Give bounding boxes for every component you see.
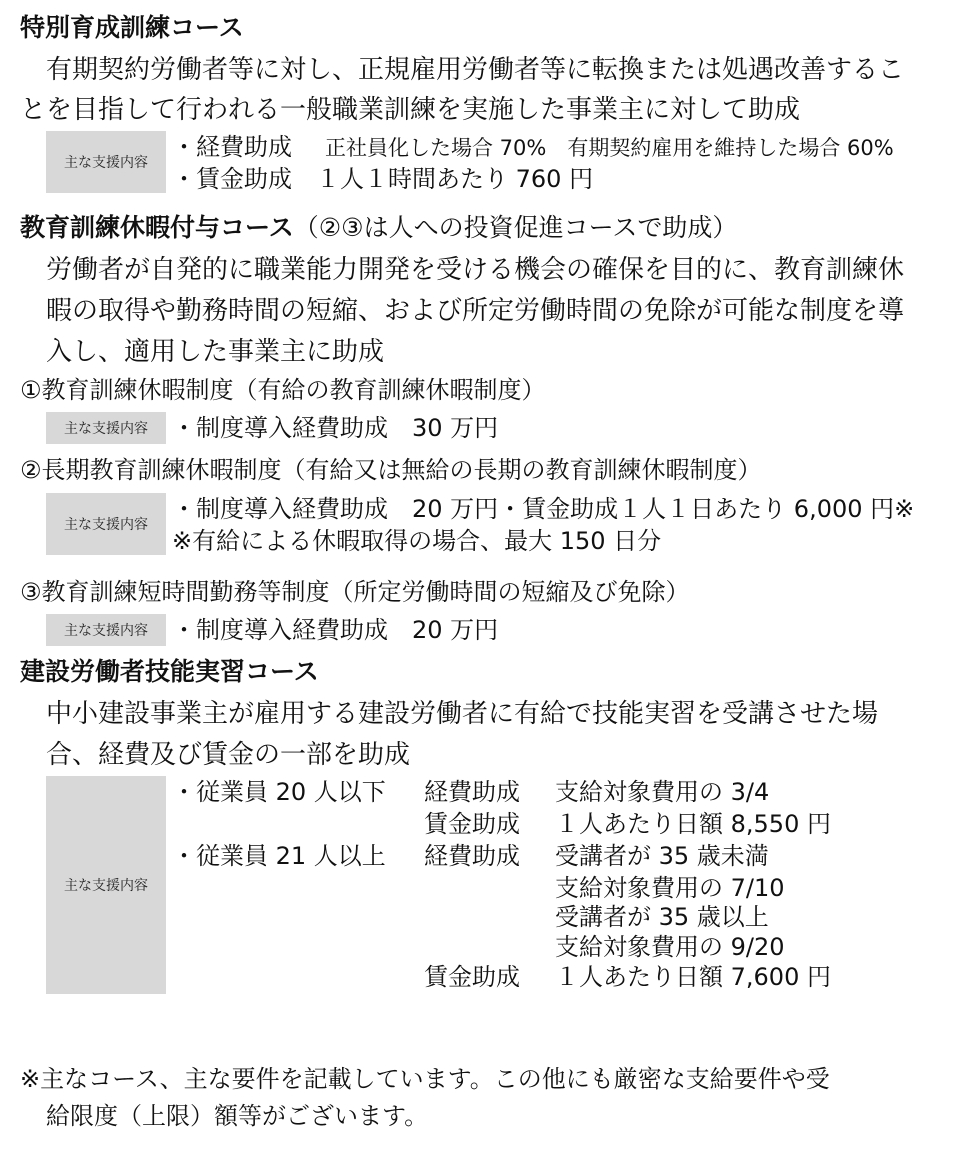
footnote-line: 給限度（上限）額等がございます。 bbox=[46, 1102, 429, 1130]
section-desc-line: 入し、適用した事業主に助成 bbox=[46, 337, 385, 367]
employee-group-label: ・従業員 20 人以下 bbox=[172, 778, 386, 806]
support-content-tag: 主な支援内容 bbox=[46, 493, 166, 555]
support-line: ・経費助成 bbox=[172, 133, 292, 161]
section-title-text: 教育訓練休暇付与コース bbox=[20, 213, 294, 242]
subsidy-condition: 受講者が 35 歳以上 bbox=[555, 903, 769, 931]
section-desc-line: 暇の取得や勤務時間の短縮、および所定労働時間の免除が可能な制度を導 bbox=[46, 296, 905, 326]
section-title-construction-training: 建設労働者技能実習コース bbox=[20, 657, 319, 686]
subsidy-value: 支給対象費用の 7/10 bbox=[555, 874, 785, 902]
section-subtitle: （②③は人への投資促進コースで助成） bbox=[293, 213, 738, 242]
employee-group-label: ・従業員 21 人以上 bbox=[172, 842, 386, 870]
support-line-detail: 正社員化した場合 70% 有期契約雇用を維持した場合 60% bbox=[325, 136, 894, 160]
support-line: ・制度導入経費助成 20 万円・賃金助成１人１日あたり 6,000 円※ bbox=[172, 495, 915, 523]
section-desc-line: 中小建設事業主が雇用する建設労働者に有給で技能実習を受講させた場 bbox=[46, 699, 879, 729]
section-desc-line: 合、経費及び賃金の一部を助成 bbox=[46, 740, 411, 770]
subsidy-value: １人あたり日額 8,550 円 bbox=[555, 810, 831, 838]
support-line: ・賃金助成 １人１時間あたり 760 円 bbox=[172, 165, 594, 193]
item-title: ③教育訓練短時間勤務等制度（所定労働時間の短縮及び免除） bbox=[20, 578, 690, 606]
subsidy-value: １人あたり日額 7,600 円 bbox=[555, 963, 831, 991]
subsidy-type: 賃金助成 bbox=[424, 963, 520, 991]
section-desc-line: とを目指して行われる一般職業訓練を実施した事業主に対して助成 bbox=[20, 95, 801, 125]
subsidy-type: 経費助成 bbox=[424, 842, 520, 870]
support-content-tag: 主な支援内容 bbox=[46, 614, 166, 646]
item-title: ②長期教育訓練休暇制度（有給又は無給の長期の教育訓練休暇制度） bbox=[20, 456, 762, 484]
section-title-education-leave bbox=[20, 212, 737, 244]
subsidy-type: 経費助成 bbox=[424, 778, 520, 806]
footnote-line: ※主なコース、主な要件を記載しています。この他にも厳密な支給要件や受 bbox=[20, 1065, 830, 1093]
subsidy-type: 賃金助成 bbox=[424, 810, 520, 838]
support-content-tag: 主な支援内容 bbox=[46, 776, 166, 994]
subsidy-condition: 受講者が 35 歳未満 bbox=[555, 842, 769, 870]
support-line: ・制度導入経費助成 20 万円 bbox=[172, 616, 499, 644]
support-line: ・制度導入経費助成 30 万円 bbox=[172, 414, 499, 442]
support-content-tag: 主な支援内容 bbox=[46, 412, 166, 444]
section-desc-line: 有期契約労働者等に対し、正規雇用労働者等に転換または処遇改善するこ bbox=[46, 55, 905, 85]
support-line: ※有給による休暇取得の場合、最大 150 日分 bbox=[172, 527, 662, 555]
support-content-tag: 主な支援内容 bbox=[46, 131, 166, 193]
subsidy-value: 支給対象費用の 9/20 bbox=[555, 933, 785, 961]
section-desc-line: 労働者が自発的に職業能力開発を受ける機会の確保を目的に、教育訓練休 bbox=[46, 255, 905, 285]
subsidy-value: 支給対象費用の 3/4 bbox=[555, 778, 770, 806]
section-title-special-training: 特別育成訓練コース bbox=[20, 13, 244, 42]
item-title: ①教育訓練休暇制度（有給の教育訓練休暇制度） bbox=[20, 376, 546, 404]
